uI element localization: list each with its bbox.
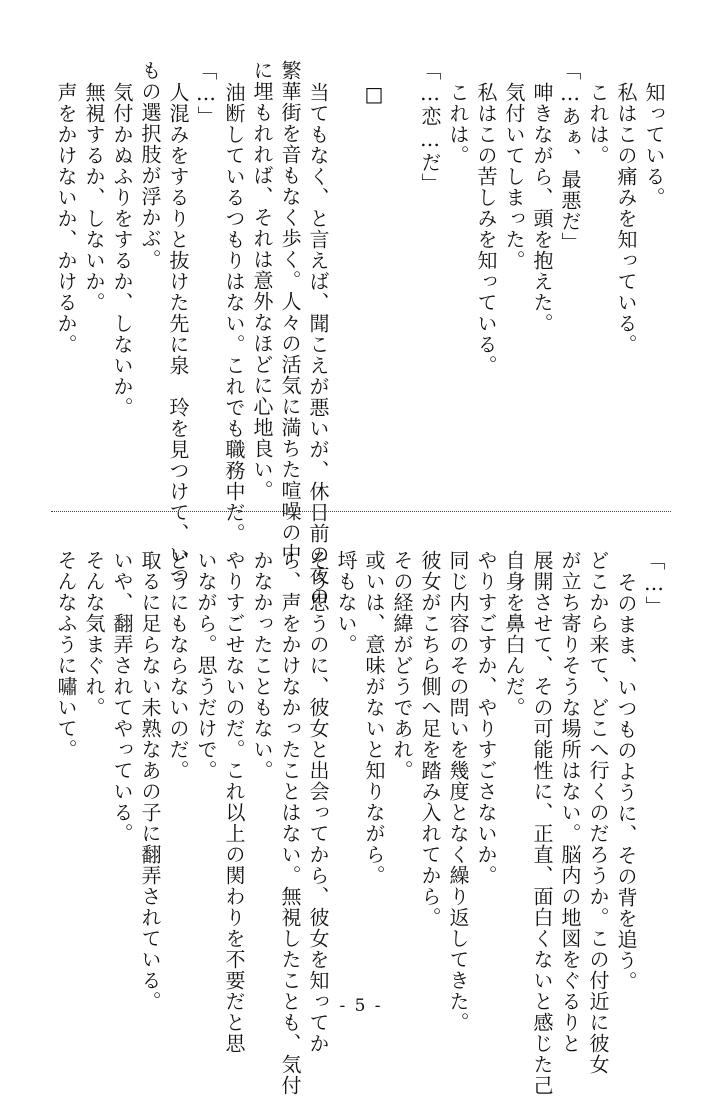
text-column: 人混みをするりと抜けた先に泉 玲を見つけて、いつ: [166, 82, 190, 586]
text-column: 声をかけないか、かけるか。: [54, 82, 78, 355]
text-column: が立ち寄りそうな場所はない。脳内の地図をぐるりと: [558, 550, 582, 1054]
text-column: 同じ内容のその問いを幾度となく繰り返してきた。: [446, 550, 470, 1033]
text-column: 「…」: [642, 550, 666, 617]
text-column: もの選択肢が浮かぶ。: [138, 60, 162, 270]
text-column: どうにもならないのだ。: [166, 550, 190, 781]
text-column: に埋もれれば、それは意外なほどに心地良い。: [250, 60, 274, 501]
text-column: ら、声をかけなかったことはない。無視したことも、気付: [278, 550, 302, 1096]
scene-break-marker: □: [362, 82, 386, 107]
text-column: 自身を鼻白んだ。: [502, 550, 526, 718]
text-column: 「…恋…だ」: [418, 60, 442, 194]
text-column: やりすごすか、やりすごさないか。: [474, 550, 498, 886]
text-column: 気付かぬふりをするか、しないか。: [110, 82, 134, 418]
text-column: そんなふうに嘯いて。: [54, 550, 78, 760]
text-column: 当てもなく、と言えば、聞こえが悪いが、休日前の夜の: [306, 82, 330, 607]
text-column: いながら。思うだけで。: [194, 550, 218, 781]
text-column: そのまま、いつものように、その背を追う。: [614, 572, 638, 992]
text-column: 知っている。: [642, 82, 666, 208]
text-column: これは。: [446, 82, 470, 166]
text-column: やりすごせないのだ。これ以上の関わりを不要だと思: [222, 550, 246, 1054]
text-column: 私はこの苦しみを知っている。: [474, 82, 498, 376]
text-column: これは。: [586, 82, 610, 166]
text-column: そう思うのに、彼女と出会ってから、彼女を知ってか: [306, 550, 330, 1054]
text-column: 気付いてしまった。: [502, 82, 526, 271]
text-column: 「…」: [194, 60, 218, 127]
section-divider: [51, 511, 671, 512]
text-column: かなかったこともない。: [250, 550, 274, 781]
text-column: 「…あぁ、最悪だ」: [558, 60, 582, 253]
text-column: いや、翻弄されてやっている。: [110, 550, 134, 844]
text-column: 展開させて、その可能性に、正直、面白くないと感じた己: [530, 550, 554, 1096]
page-number: - 5 -: [339, 996, 383, 1016]
text-column: 取るに足らない未熟なあの子に翻弄されている。: [138, 550, 162, 1012]
text-column: そんな気まぐれ。: [82, 550, 106, 718]
text-column: 埒もない。: [334, 550, 358, 655]
text-column: どこから来て、どこへ行くのだろうか。この付近に彼女: [586, 550, 610, 1075]
text-column: 或いは、意味がないと知りながら。: [362, 550, 386, 886]
text-column: 私はこの痛みを知っている。: [614, 82, 638, 355]
text-column: 繁華街を音もなく歩く。人々の活気に満ちた喧噪の中: [278, 60, 302, 564]
text-column: 彼女がこちら側へ足を踏み入れてから。: [418, 550, 442, 928]
text-column: 呻きながら、頭を抱えた。: [530, 82, 554, 334]
text-column: 油断しているつもりはない。これでも職務中だ。: [222, 82, 246, 544]
text-column: その経緯がどうであれ。: [390, 550, 414, 781]
text-column: 無視するか、しないか。: [82, 82, 106, 313]
